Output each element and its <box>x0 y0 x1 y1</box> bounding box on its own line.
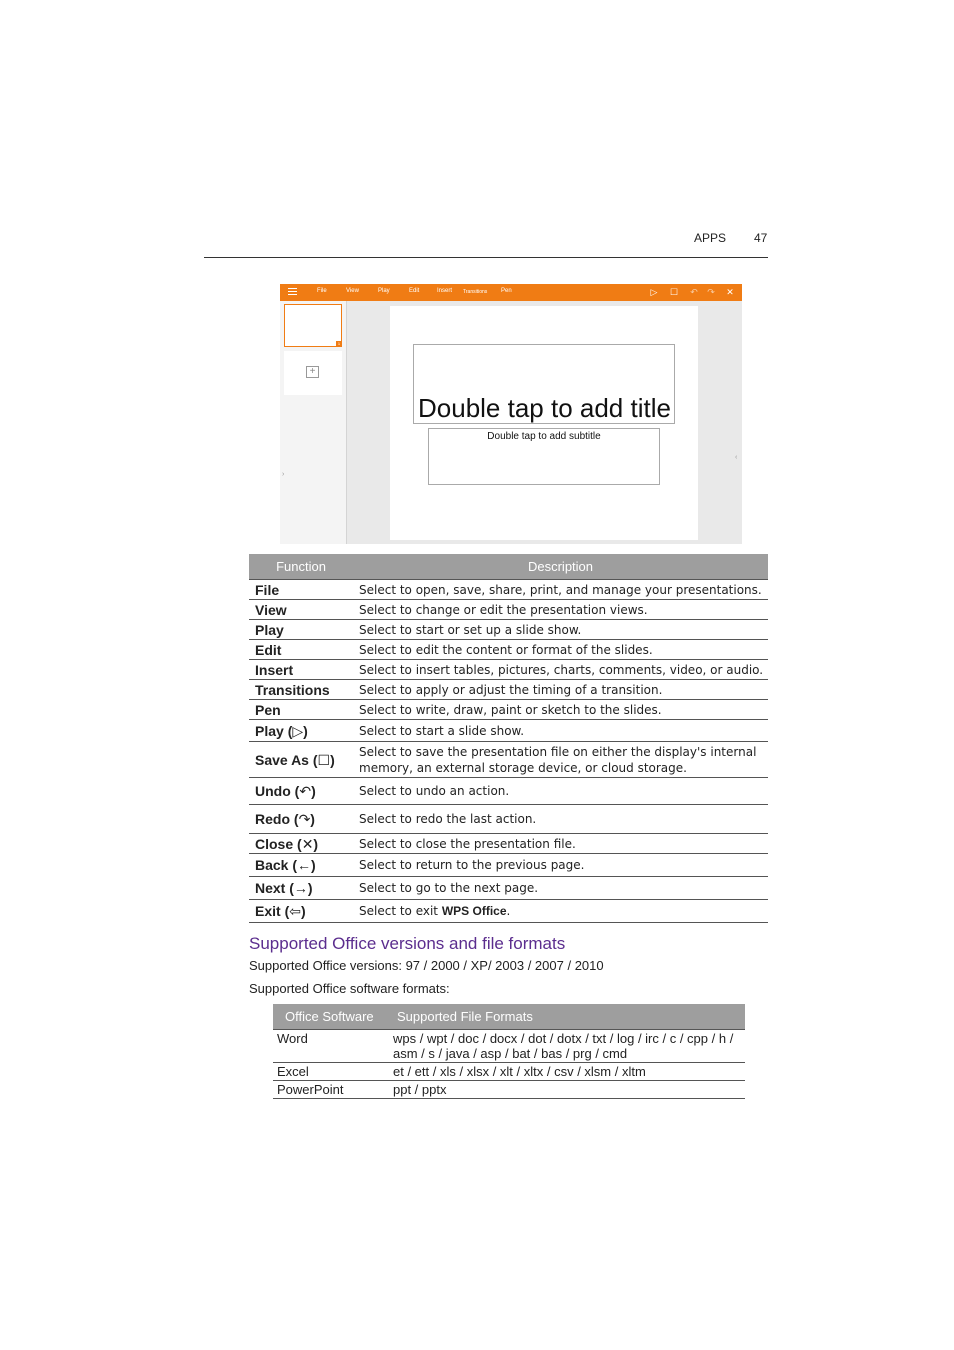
versions-text: Supported Office versions: 97 / 2000 / XP/ 2003 / 2007 / 2010 <box>249 958 604 973</box>
file-formats: ppt / pptx <box>383 1081 745 1099</box>
function-icon: → <box>293 880 308 896</box>
slide-thumbnail[interactable] <box>284 304 342 347</box>
function-label: Play ( <box>255 722 293 739</box>
title-placeholder-box[interactable] <box>413 344 675 424</box>
function-name <box>249 640 353 660</box>
menu-pen[interactable]: Pen <box>501 288 512 294</box>
column-header-formats: Supported File Formats <box>383 1004 745 1030</box>
function-name <box>249 700 353 720</box>
function-description <box>353 620 768 640</box>
table-row <box>273 1063 745 1081</box>
function-name <box>249 877 353 900</box>
menu-play[interactable]: Play <box>378 288 390 294</box>
function-name <box>249 805 353 834</box>
table-row <box>249 580 768 600</box>
function-icon: ↶ <box>299 783 312 799</box>
page-number: 47 <box>754 231 768 245</box>
close-icon[interactable]: ✕ <box>726 287 734 297</box>
function-name <box>249 854 353 877</box>
play-icon[interactable]: ▷ <box>650 287 658 297</box>
redo-icon[interactable]: ↷ <box>707 287 715 297</box>
description-text: Select to close the presentation file. <box>359 836 576 851</box>
add-slide-button[interactable] <box>284 351 342 395</box>
description-text: Select to undo an action. <box>359 784 510 798</box>
save-as-icon[interactable]: ☐ <box>669 287 679 297</box>
menu-insert[interactable]: Insert <box>437 288 453 294</box>
function-paren: ) <box>330 751 335 768</box>
function-icon: ↷ <box>298 811 311 827</box>
description-text: Select to open, save, share, print, and manage your presentations. <box>359 582 762 597</box>
table-row <box>249 700 768 720</box>
function-label: Close ( <box>255 835 302 852</box>
menu-transitions[interactable]: Transitions <box>463 289 488 295</box>
description-text: Select to start a slide show. <box>359 723 525 738</box>
function-description <box>353 900 768 923</box>
table-row <box>273 1081 745 1099</box>
function-icon: ▷ <box>292 722 304 739</box>
hamburger-menu-icon[interactable] <box>288 288 297 297</box>
plus-icon: + <box>306 366 319 378</box>
office-software: Word <box>273 1030 383 1063</box>
function-label: Edit <box>255 641 282 658</box>
table-row <box>249 620 768 640</box>
description-text: Select to apply or adjust the timing of a transition. <box>359 682 663 697</box>
title-placeholder: Double tap to add title <box>418 393 671 423</box>
function-paren: ) <box>303 722 308 739</box>
function-label: Play <box>255 621 284 638</box>
app-name: WPS Office <box>441 904 507 918</box>
function-name <box>249 660 353 680</box>
description-text: Select to change or edit the presentation views. <box>359 602 648 617</box>
function-icon: ← <box>297 857 312 873</box>
description-text: Select to write, draw, paint or sketch to the slides. <box>359 702 662 717</box>
function-name <box>249 680 353 700</box>
toolbar <box>280 284 742 301</box>
description-text: Select to start or set up a slide show. <box>359 622 582 637</box>
wps-presentation-screenshot <box>280 284 742 544</box>
function-icon: ⇦ <box>289 903 301 919</box>
undo-icon[interactable]: ↶ <box>690 287 698 297</box>
menu-edit[interactable]: Edit <box>409 288 420 294</box>
subtitle-placeholder: Double tap to add subtitle <box>487 431 601 442</box>
office-software: PowerPoint <box>273 1081 383 1099</box>
function-name <box>249 742 353 778</box>
function-description <box>353 778 768 805</box>
function-description <box>353 742 768 778</box>
description-text: Select to save the presentation file on either the display's internal memory, an external storage device, or cloud storage. <box>359 744 757 775</box>
subtitle-placeholder-box[interactable] <box>428 428 660 485</box>
function-label: Undo ( <box>255 783 300 799</box>
collapse-arrow-icon[interactable]: › <box>282 471 285 478</box>
table-row <box>249 834 768 854</box>
function-label: Transitions <box>255 681 330 698</box>
column-header-software: Office Software <box>273 1004 383 1030</box>
function-table <box>249 554 768 923</box>
function-description <box>353 720 768 742</box>
description-text: Select to exit <box>359 904 442 918</box>
section-title: Supported Office versions and file formats <box>249 934 566 953</box>
table-row <box>249 877 768 900</box>
function-paren: ) <box>300 903 306 919</box>
function-name <box>249 720 353 742</box>
slide-canvas[interactable] <box>390 306 698 540</box>
formats-intro: Supported Office software formats: <box>249 981 450 996</box>
function-name <box>249 580 353 600</box>
slide-number-badge: 1 <box>337 341 341 346</box>
header-rule <box>204 257 768 258</box>
function-icon: ✕ <box>301 835 314 852</box>
function-paren: ) <box>311 857 316 873</box>
description-text: Select to redo the last action. <box>359 812 537 826</box>
table-row <box>249 660 768 680</box>
function-description <box>353 600 768 620</box>
table-row <box>249 600 768 620</box>
table-row <box>249 805 768 834</box>
table-row <box>273 1030 745 1063</box>
function-description <box>353 660 768 680</box>
function-description <box>353 834 768 854</box>
function-name <box>249 778 353 805</box>
description-text: Select to go to the next page. <box>359 881 539 895</box>
function-icon: ☐ <box>317 751 331 768</box>
table-row <box>249 720 768 742</box>
menu-view[interactable]: View <box>346 288 359 294</box>
function-label: Pen <box>255 701 281 718</box>
description-text: Select to insert tables, pictures, charts, comments, video, or audio. <box>359 662 764 677</box>
function-label: Back ( <box>255 857 298 873</box>
file-formats: et / ett / xls / xlsx / xlt / xltx / csv / xlsm / xltm <box>383 1063 745 1081</box>
table-row <box>249 854 768 877</box>
function-label: File <box>255 581 280 598</box>
expand-arrow-icon[interactable]: ‹ <box>735 454 738 461</box>
section-label: APPS <box>694 231 727 245</box>
table-row <box>249 778 768 805</box>
description-text: Select to return to the previous page. <box>359 858 585 872</box>
table-row <box>249 640 768 660</box>
function-description <box>353 580 768 600</box>
function-label: Next ( <box>255 880 294 896</box>
description-end: . <box>506 904 511 918</box>
function-name <box>249 900 353 923</box>
function-description <box>353 805 768 834</box>
formats-table <box>273 1004 745 1099</box>
function-label: Save As ( <box>255 751 318 768</box>
function-label: View <box>255 601 287 618</box>
table-row <box>249 742 768 778</box>
function-name <box>249 834 353 854</box>
table-row <box>249 680 768 700</box>
function-label: Insert <box>255 661 294 678</box>
function-label: Exit ( <box>255 903 290 919</box>
function-paren: ) <box>311 783 316 799</box>
description-text: Select to edit the content or format of the slides. <box>359 642 653 657</box>
function-name <box>249 600 353 620</box>
function-name <box>249 620 353 640</box>
function-paren: ) <box>313 835 319 852</box>
slide-thumbnail-rail <box>280 301 347 544</box>
function-description <box>353 877 768 900</box>
function-paren: ) <box>310 811 315 827</box>
function-description <box>353 640 768 660</box>
function-label: Redo ( <box>255 811 299 827</box>
column-header-description: Description <box>353 554 768 580</box>
menu-file[interactable]: File <box>317 288 327 294</box>
column-header-function: Function <box>249 554 353 580</box>
function-description <box>353 854 768 877</box>
function-description <box>353 680 768 700</box>
office-software: Excel <box>273 1063 383 1081</box>
file-formats: wps / wpt / doc / docx / dot / dotx / txt / log / irc / c / cpp / h / asm / s / java / asp / bat / bas / prg / cmd <box>383 1030 745 1063</box>
page-header <box>0 231 954 247</box>
function-paren: ) <box>307 880 313 896</box>
function-description <box>353 700 768 720</box>
table-row <box>249 900 768 923</box>
